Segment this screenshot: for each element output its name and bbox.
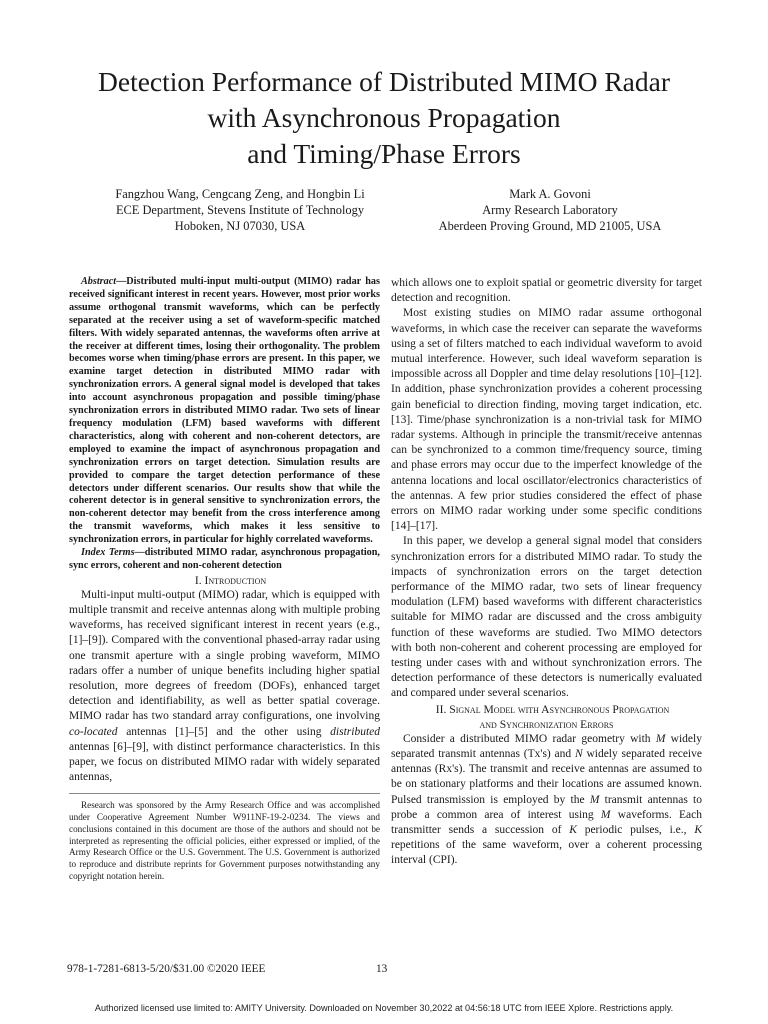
abstract-label: Abstract xyxy=(81,276,117,287)
paper-title xyxy=(40,64,728,172)
author-location: Aberdeen Proving Ground, MD 21005, USA xyxy=(438,219,662,233)
title-line-3: and Timing/Phase Errors xyxy=(247,138,521,169)
isbn-copyright: 978-1-7281-6813-5/20/$31.00 ©2020 IEEE xyxy=(67,963,266,975)
author-affiliation: Army Research Laboratory xyxy=(482,203,618,217)
section-heading-introduction: I. Introduction xyxy=(194,573,267,587)
section-heading-signal-model: II. Signal Model with Asynchronous Propagation and Synchronization Errors xyxy=(435,702,670,731)
intro-continuation: which allows one to exploit spatial or geometric diversity for target detection and recognition. xyxy=(391,277,702,305)
author-block-2 xyxy=(400,186,700,234)
signal-model-paragraph: Consider a distributed MIMO radar geometry with M widely separated transmit antennas (Tx's) and N widely separated receive antennas (Rx's). The transmit and receive antennas are assumed to be on stationary platforms and their locations are assumed known. Pulsed transmission is employed by the M transmit antennas to probe a common area of interest using M waveforms. Each transmitter sends a succession of K periodic pulses, i.e., K repetitions of the same waveform, over a coherent processing interval (CPI). xyxy=(391,732,703,867)
title-line-1: Detection Performance of Distributed MIMO Radar xyxy=(98,66,670,97)
abstract xyxy=(69,276,380,547)
abstract-text: —Distributed multi-input multi-output (MIMO) radar has received significant interest in recent years. However, most prior works assume orthogonal transmit waveforms, which can be perfectly separated at the receiver using a set of waveform-specific matched filters. With widely separated antennas, the waveforms often arrive at the receiver at different times, losing their orthogonality. The problem becomes worse when timing/phase errors are present. In this paper, we examine target detection in distributed MIMO radar with synchronization errors. A general signal model is developed that takes into account asynchronous propagation and possible timing/phase synchronization errors in distributed MIMO radar. Two sets of linear frequency modulation (LFM) based waveforms with different characteristics, along with coherent and non-coherent detectors, are employed to examine the impact of asynchronous propagation and synchronization errors on target detection. Simulation results are provided to compare the target detection performance of these detectors under different scenarios. Our results show that while the coherent detector is in general sensitive to synchronization errors, the non-coherent detector may benefit from the cross interference among the transmit waveforms, which makes it less sensitive to synchronization errors, in particular for highly correlated waveforms. xyxy=(69,276,380,546)
intro-paragraph-3: In this paper, we develop a general signal model that considers synchronization errors for a distributed MIMO radar. To study the impacts of synchronization errors on the target detection performance of the MIMO radar, two sets of linear frequency modulation (LFM) based waveforms with different characteristics suitable for MIMO radar are discussed and the cross ambiguity function of these waveforms are studied. Two MIMO detectors with both non-coherent and coherent processing are employed for testing under cases with and without synchronization errors. The detection performance of these detectors is numerically evaluated and compared under several scenarios. xyxy=(391,535,702,700)
index-terms-text: —distributed MIMO radar, asynchronous propagation, sync errors, coherent and non-coherent detection xyxy=(69,547,380,571)
right-column xyxy=(391,276,702,869)
title-line-2: with Asynchronous Propagation xyxy=(207,102,561,133)
author-names: Fangzhou Wang, Cengcang Zeng, and Hongbin Li xyxy=(115,187,365,201)
intro-paragraph: Multi-input multi-output (MIMO) radar, which is equipped with multiple transmit and receive antennas along with multiple probing waveforms, has received significant interest in recent years (e.g., [1]–[9]). Compared with the conventional phased-array radar using one transmit aperture with a single probing waveform, MIMO radars offer a number of unique benefits including higher spatial resolution, more degrees of freedom (DOFs), enhanced target detection and identifiability, as well as better spatial coverage. MIMO radar has two standard array configurations, one involving co-located antennas [1]–[5] and the other using distributed antennas [6]–[9], with distinct performance characteristics. In this paper, we focus on distributed MIMO radar with widely separated antennas, xyxy=(69,588,380,784)
index-terms xyxy=(69,547,380,573)
author-location: Hoboken, NJ 07030, USA xyxy=(174,219,306,233)
footnote-divider xyxy=(69,793,380,794)
intro-paragraph-2: Most existing studies on MIMO radar assume orthogonal waveforms, in which case the receiver can separate the waveforms using a set of filters matched to each individual waveform to avoid mutual interference. However, such ideal waveform separation is impossible across all Doppler and time delay resolutions [10]–[12]. In addition, phase synchronization provides a coherent processing gain beneficial to direction finding, moving target indication, etc. [13]. Time/phase synchronization is a non-trivial task for MIMO radar systems. Although in principle the transmit/receive antennas can be synchronized to a common time/frequency source, timing and phase errors may occur due to the imperfect knowledge of the antenna locations and local oscillator/electronics characteristics of the antennas. A few prior studies considered the effect of phase errors on MIMO radar working under some specific conditions [14]–[17]. xyxy=(391,307,702,533)
page-number: 13 xyxy=(376,963,388,975)
author-names: Mark A. Govoni xyxy=(509,187,591,201)
left-column xyxy=(69,276,380,882)
index-terms-label: Index Terms xyxy=(81,547,135,559)
funding-footnote: Research was sponsored by the Army Research Office and was accomplished under Cooperative Agreement Number W911NF-19-2-0234. The views and conclusions contained in this document are those of the authors and should not be interpreted as representing the official policies, either expressed or implied, of the Army Research Office or the U.S. Government. The U.S. Government is authorized to reproduce and distribute reprints for Government purposes notwithstanding any copyright notation herein. xyxy=(69,800,380,881)
author-block-1 xyxy=(60,186,420,234)
author-affiliation: ECE Department, Stevens Institute of Technology xyxy=(115,203,365,217)
license-notice: Authorized licensed use limited to: AMITY University. Downloaded on November 30,2022 at 04:56:18 UTC from IEEE Xplore. Restrictions apply. xyxy=(94,1003,674,1013)
